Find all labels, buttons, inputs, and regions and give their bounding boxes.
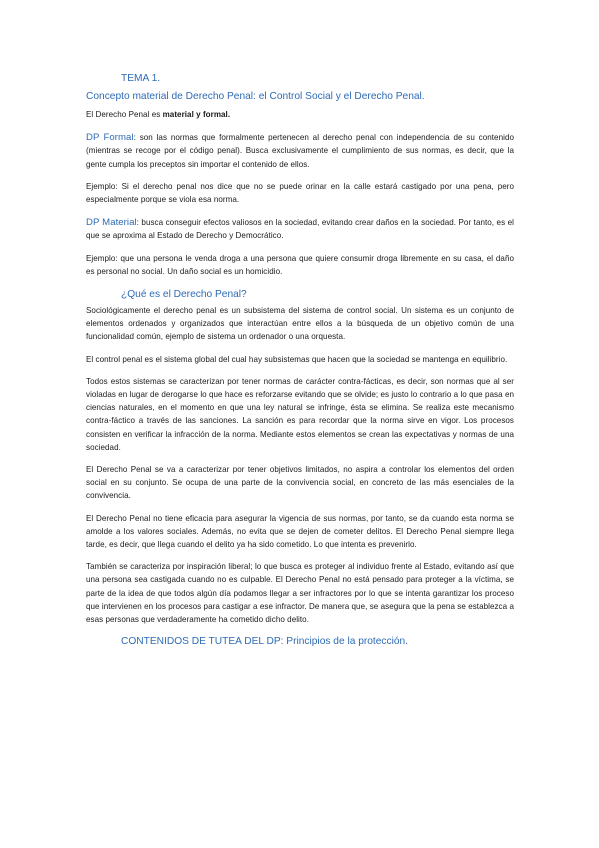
ejemplo-1-paragraph: Ejemplo: Si el derecho penal nos dice que no se puede orinar en la calle estará castigado por una pena, pero especialmente porque se viola esa norma. <box>86 181 514 205</box>
document-content <box>86 72 514 648</box>
paragraph-5: El Derecho Penal no tiene eficacia para asegurar la vigencia de sus normas, por tanto, se da cuando esta norma se amolde a los valores sociales. Además, no evita que se dejen de cometer delitos. El Derecho Penal siempre llega tarde, es decir, que llega cuando el delito ya ha sido cometido. Lo que intenta es prevenirlo. <box>86 513 514 550</box>
dp-formal-text: : son las normas que formalmente pertenecen al derecho penal con independencia de su contenido (mientras se recoge por el código penal). Busca exclusivamente el cumplimiento de sus normas, es decir, que la gente cumpla los preceptos sin importar el contenido de ellos. <box>86 133 514 169</box>
paragraph-6: También se caracteriza por inspiración liberal; lo que busca es proteger al individuo frente al Estado, evitando así que una persona sea castigada cuando no es culpable. El Derecho Penal no está pensado para proteger a la víctima, se parte de la idea de que todos algún día podamos llegar a ser infractores por lo que se intenta garantizar los proceso que intervienen en los procesos para castigar a ese infractor. De manera que, se asegura que la pena se establezca a esas personas que verdaderamente ha cometido dicho delito. <box>86 562 514 625</box>
ejemplo-2-paragraph: Ejemplo: que una persona le venda droga a una persona que quiere consumir droga libremente en su casa, el daño es personal no social. Un daño social es un homicidio. <box>86 253 514 276</box>
intro-bold-text: material y formal. <box>162 110 231 119</box>
intro-paragraph <box>86 108 514 121</box>
dp-formal-term: DP Formal <box>86 132 134 144</box>
dp-material-term: DP Material <box>86 217 137 229</box>
dp-formal-paragraph <box>86 131 514 171</box>
tema-heading: TEMA 1. <box>121 73 161 84</box>
paragraph-4: El Derecho Penal se va a caracterizar por tener objetivos limitados, no aspira a controlar los elementos del orden social en su conjunto. Se ocupa de una parte de la convivencia social, en concreto de las más esenciales de la convivencia. <box>86 465 514 501</box>
paragraph-3: Todos estos sistemas se caracterizan por tener normas de carácter contra-fácticas, es decir, son normas que al ser violadas en lugar de derogarse lo que hace es reforzarse evitando que se olvide; es justo lo contrario a lo que pasa en ciencias naturales, en el momento en que una ley natural se infringe, ésta se elimina. Se realiza este mecanismo contra-fáctico a través de las sanciones. La sanción es para recordar que la norma sirve en vigor. Los procesos consisten en verificar la infracción de la norma. Mediante estos elementos se crean las expectativas y normas de una sociedad. <box>86 376 514 452</box>
intro-text: El Derecho Penal es <box>86 110 163 119</box>
section-title: Concepto material de Derecho Penal: el Control Social y el Derecho Penal. <box>86 91 425 102</box>
question-heading: ¿Qué es el Derecho Penal? <box>121 289 247 301</box>
contents-heading: CONTENIDOS DE TUTEA DEL DP: Principios de la protección. <box>121 636 409 648</box>
dp-material-text: : busca conseguir efectos valiosos en la sociedad, evitando crear daños en la sociedad. Por tanto, es el que se aproxima al Estado de Derecho y Democrático. <box>86 218 514 241</box>
dp-material-paragraph <box>86 216 514 242</box>
paragraph-1: Sociológicamente el derecho penal es un subsistema del sistema de control social. Un sistema es un conjunto de elementos ordenados y organizados que interactúan entre ellos a la búsqueda de un objetivo común de una funcionalidad común, ejemplo de sistema un ordenador o una orquesta. <box>86 306 514 342</box>
paragraph-2: El control penal es el sistema global del cual hay subsistemas que hacen que la sociedad se mantenga en equilibrio. <box>86 354 508 364</box>
